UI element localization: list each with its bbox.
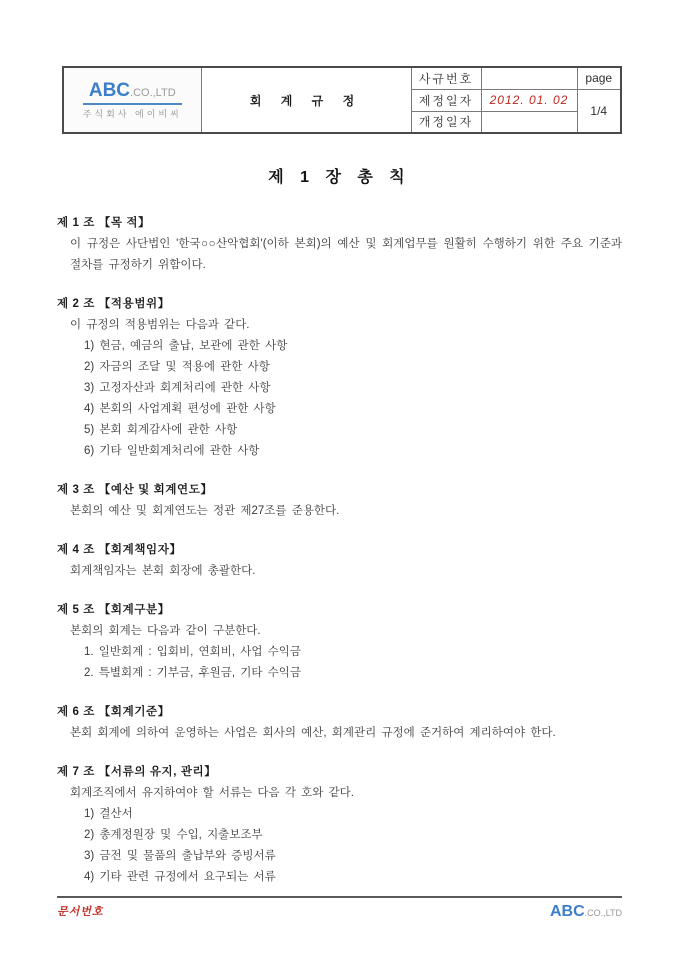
article-heading: 제 7 조 【서류의 유지, 관리】 (57, 766, 217, 778)
article-paragraph: 회계책임자는 본회 회장에 총괄한다. (70, 565, 256, 577)
company-logo-suffix: .CO.,LTD (130, 87, 176, 99)
document-title: 회 계 규 정 (201, 67, 411, 133)
company-logo-name: ABC (88, 80, 131, 101)
footer-logo-suffix: .CO.,LTD (584, 908, 622, 918)
articles-container (57, 213, 622, 888)
article-heading: 제 4 조 【회계책임자】 (57, 544, 182, 556)
field-label-revision-date: 개정일자 (411, 111, 481, 133)
article-list-item: 2) 자금의 조달 및 적용에 관한 사항 (84, 361, 270, 373)
field-value-revision-date (481, 111, 577, 133)
article-list-item: 4) 본회의 사업계획 편성에 관한 사항 (84, 403, 276, 415)
article-heading: 제 2 조 【적용범위】 (57, 298, 170, 310)
article-list-item: 3) 고정자산과 회계처리에 관한 사항 (84, 382, 271, 394)
article-paragraph: 회계조직에서 유지하여야 할 서류는 다음 각 호와 같다. (70, 787, 354, 799)
article (57, 294, 622, 462)
company-logo-subtitle: 주식회사 에이비씨 (82, 109, 182, 119)
article-list-item: 2. 특별회계 : 기부금, 후원금, 기타 수익금 (84, 667, 301, 679)
article-list-item: 6) 기타 일반회계처리에 관한 사항 (84, 445, 260, 457)
page-column-header: page (577, 67, 621, 89)
field-value-enactment-date: 2012. 01. 02 (481, 89, 577, 111)
page-number: 1/4 (577, 89, 621, 133)
article (57, 213, 622, 276)
footer-company-logo (550, 903, 622, 921)
article-list-item: 1. 일반회계 : 입회비, 연회비, 사업 수익금 (84, 646, 301, 658)
article-paragraph: 이 규정은 사단법인 '한국○○산악협회'(이하 본회)의 예산 및 회계업무를 원활히 수행하기 위한 주요 기준과 절차를 규정하기 위함이다. (70, 238, 622, 271)
document-number-label: 문서번호 (57, 906, 104, 918)
company-logo-wordmark (83, 80, 182, 105)
field-label-regulation-number: 사규번호 (411, 67, 481, 89)
article-list-item: 3) 금전 및 물품의 출납부와 증빙서류 (84, 850, 276, 862)
article-list-item: 4) 기타 관련 규정에서 요구되는 서류 (84, 871, 276, 883)
article-heading: 제 1 조 【목 적】 (57, 217, 151, 229)
article (57, 600, 622, 684)
article-heading: 제 6 조 【회계기준】 (57, 706, 170, 718)
chapter-title: 제 1 장 총 칙 (268, 169, 411, 186)
article (57, 540, 622, 582)
article-heading: 제 3 조 【예산 및 회계연도】 (57, 484, 213, 496)
field-value-regulation-number (481, 67, 577, 89)
article-paragraph: 본회의 예산 및 회계연도는 정관 제27조를 준용한다. (70, 505, 340, 517)
article-heading: 제 5 조 【회계구분】 (57, 604, 170, 616)
article-list-item: 1) 결산서 (84, 808, 133, 820)
footer-logo-name: ABC (549, 903, 585, 920)
article-list-item: 1) 현금, 예금의 출납, 보관에 관한 사항 (84, 340, 288, 352)
article (57, 480, 622, 522)
article-paragraph: 본회 회계에 의하여 운영하는 사업은 회사의 예산, 회계관리 규정에 준거하여 계리하여야 한다. (70, 727, 556, 739)
article-list-item: 5) 본회 회계감사에 관한 사항 (84, 424, 238, 436)
article (57, 762, 622, 888)
article-paragraph: 이 규정의 적용범위는 다음과 같다. (70, 319, 250, 331)
company-logo-box (83, 80, 182, 120)
article-paragraph: 본회의 회계는 다음과 같이 구분한다. (70, 625, 261, 637)
company-logo (63, 67, 201, 133)
document-footer (57, 896, 622, 921)
article-list-item: 2) 총계정원장 및 수입, 지출보조부 (84, 829, 263, 841)
field-label-enactment-date: 제정일자 (411, 89, 481, 111)
article (57, 702, 622, 744)
document-header-table (62, 66, 622, 134)
